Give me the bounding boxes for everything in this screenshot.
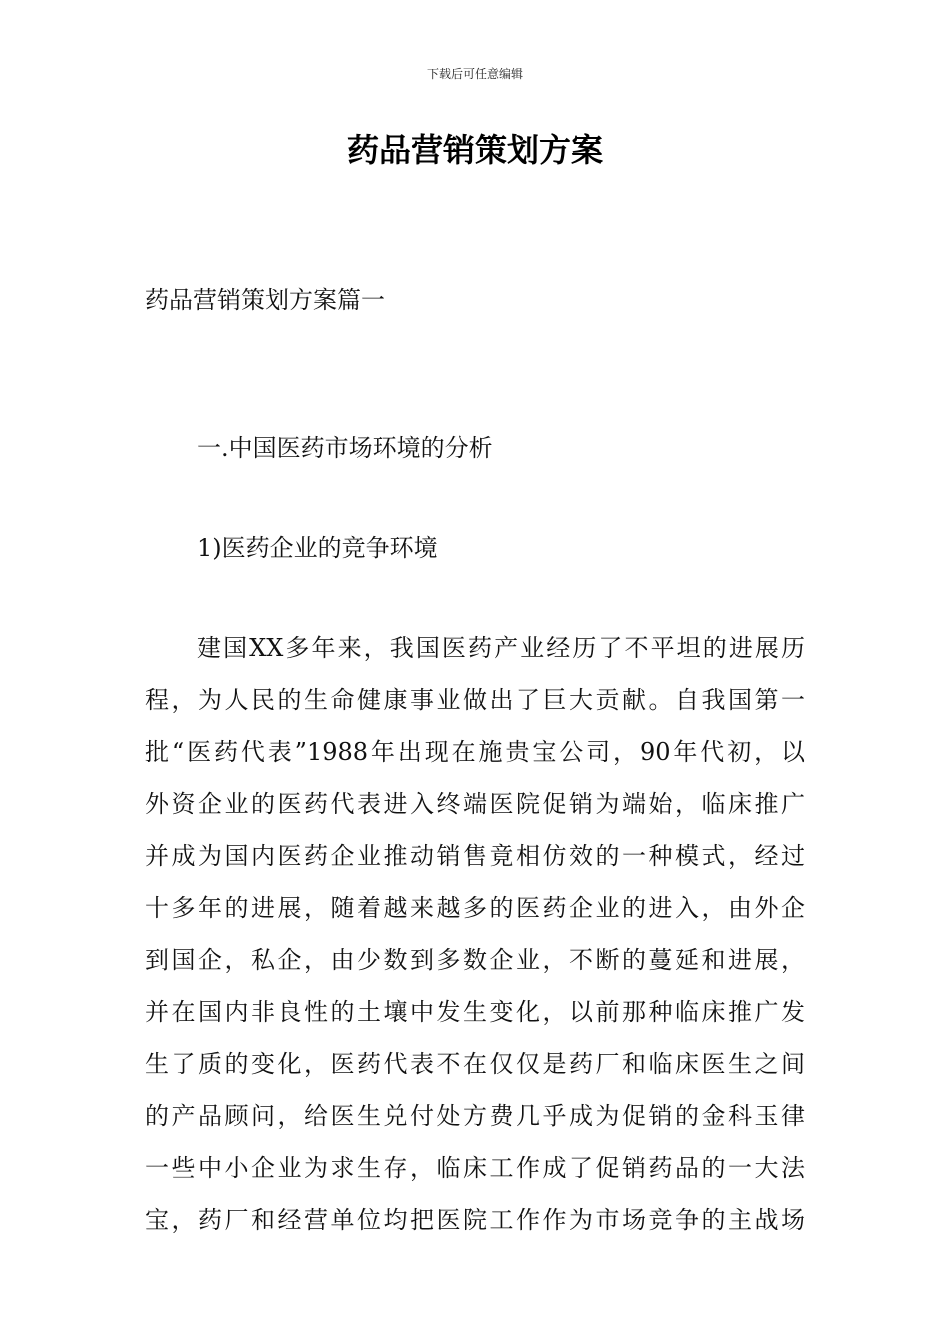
paragraph-line: 一些中小企业为求生存，临床工作成了促销药品的一大法 — [145, 1154, 805, 1182]
header-note: 下载后可任意编辑 — [426, 67, 523, 81]
paragraph-line: 建国XX多年来，我国医药产业经历了不平坦的进展历 — [197, 634, 805, 662]
paragraph-line: 外资企业的医药代表进入终端医院促销为端始，临床推广 — [145, 790, 805, 818]
paragraph-line: 的产品顾问，给医生兑付处方费几乎成为促销的金科玉律 — [145, 1102, 805, 1130]
paragraph-line: 程，为人民的生命健康事业做出了巨大贡献。自我国第一 — [145, 686, 805, 714]
paragraph-line: 并在国内非良性的土壤中发生变化，以前那种临床推广发 — [145, 998, 805, 1026]
document-title: 药品营销策划方案 — [346, 131, 603, 169]
paragraph-line: 十多年的进展，随着越来越多的医药企业的进入，由外企 — [145, 894, 805, 922]
heading-competition-environment: 1)医药企业的竞争环境 — [197, 534, 438, 562]
section-title: 药品营销策划方案篇一 — [145, 286, 385, 314]
paragraph-line: 到国企，私企，由少数到多数企业，不断的蔓延和进展， — [145, 946, 805, 974]
paragraph-line: 并成为国内医药企业推动销售竟相仿效的一种模式，经过 — [145, 842, 805, 870]
paragraph-line: 生了质的变化，医药代表不在仅仅是药厂和临床医生之间 — [145, 1050, 805, 1078]
paragraph-line: 宝，药厂和经营单位均把医院工作作为市场竞争的主战场 — [145, 1206, 805, 1234]
body-paragraph — [145, 630, 805, 1254]
heading-market-analysis: 一.中国医药市场环境的分析 — [197, 434, 493, 462]
paragraph-line: 批“医药代表”1988年出现在施贵宝公司，90年代初，以 — [145, 738, 805, 766]
